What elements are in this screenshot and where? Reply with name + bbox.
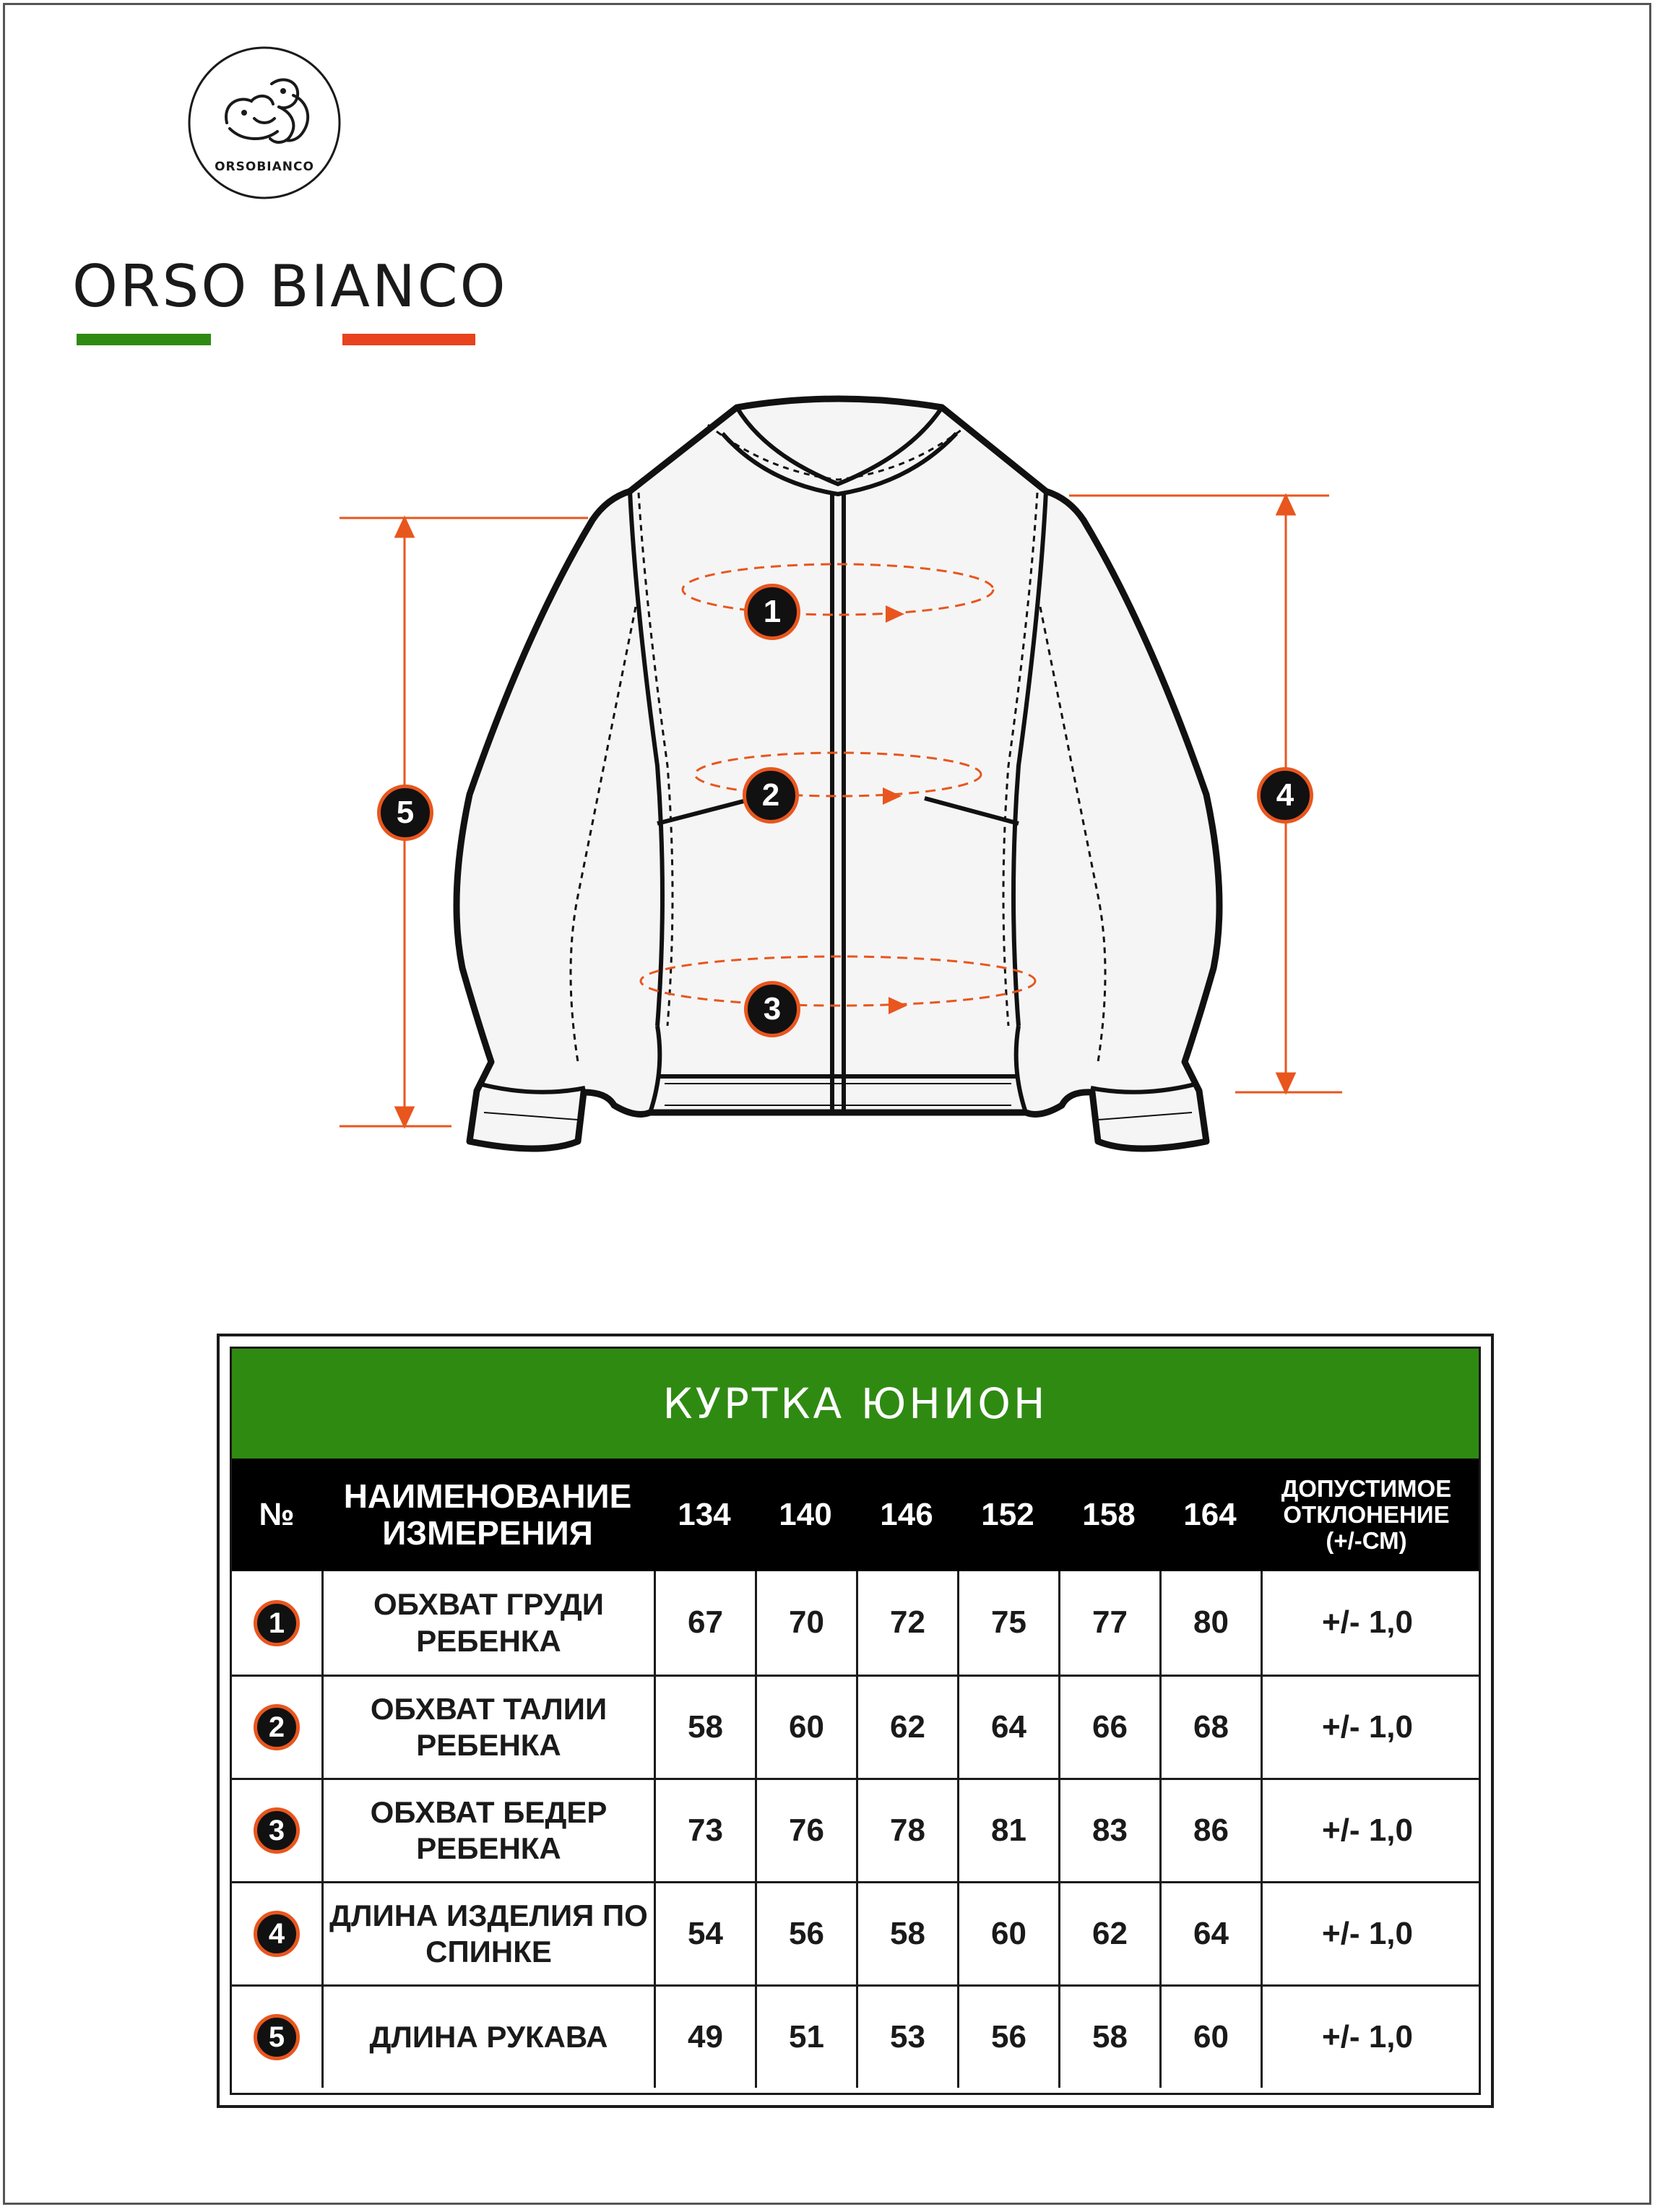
value-146: 72: [856, 1571, 957, 1675]
table-title: КУРТКА ЮНИОН: [232, 1349, 1479, 1459]
table-row: [232, 1778, 1479, 1881]
row-badge: 1: [254, 1600, 300, 1646]
value-146: 58: [856, 1883, 957, 1984]
row-badge: 3: [254, 1807, 300, 1854]
marker-badge-1: 1: [744, 584, 800, 640]
value-158: 58: [1058, 1987, 1159, 2088]
table-row: [232, 1881, 1479, 1984]
header-tol-line2: ОТКЛОНЕНИЕ: [1283, 1500, 1450, 1528]
value-152: 56: [957, 1987, 1058, 2088]
header-tolerance: [1261, 1459, 1472, 1571]
measurement-name-line1: ДЛИНА ИЗДЕЛИЯ ПО: [329, 1898, 648, 1932]
value-164: 64: [1159, 1883, 1261, 1984]
value-158: 62: [1058, 1883, 1159, 1984]
header-size-140: 140: [779, 1496, 832, 1532]
value-164: 80: [1159, 1571, 1261, 1675]
value-158: 66: [1058, 1677, 1159, 1778]
brand-name: ORSO BIANCO: [72, 253, 508, 320]
header-no: №: [259, 1496, 295, 1532]
tolerance-value: +/- 1,0: [1261, 1677, 1472, 1778]
header-size-158: 158: [1082, 1496, 1136, 1532]
header-tol-line3: (+/-СМ): [1326, 1527, 1407, 1555]
value-146: 53: [856, 1987, 957, 2088]
value-134: 49: [654, 1987, 755, 2088]
value-140: 76: [755, 1780, 856, 1881]
jacket-outline: [457, 399, 1219, 1149]
value-146: 62: [856, 1677, 957, 1778]
row-number-cell: [232, 1987, 321, 2088]
value-140: 60: [755, 1677, 856, 1778]
measurement-name-line1: ОБХВАТ ТАЛИИ: [370, 1691, 608, 1726]
value-158: 77: [1058, 1571, 1159, 1675]
tolerance-value: +/- 1,0: [1261, 1987, 1472, 2088]
measurement-name: [321, 1571, 654, 1675]
tolerance-value: +/- 1,0: [1261, 1571, 1472, 1675]
value-140: 70: [755, 1571, 856, 1675]
flag-stripe-red: [342, 334, 475, 345]
measurement-name-line2: РЕБЕНКА: [416, 1728, 561, 1762]
measurement-name: [321, 1780, 654, 1881]
row-badge: 2: [254, 1704, 300, 1750]
value-140: 51: [755, 1987, 856, 2088]
measurement-name: [321, 1987, 654, 2088]
value-134: 54: [654, 1883, 755, 1984]
marker-badge-5: 5: [377, 785, 433, 841]
header-size-146: 146: [880, 1496, 933, 1532]
header-size-152: 152: [981, 1496, 1034, 1532]
jacket-measurement-diagram: [318, 390, 1358, 1185]
tolerance-value: +/- 1,0: [1261, 1883, 1472, 1984]
tolerance-value: +/- 1,0: [1261, 1780, 1472, 1881]
row-number-cell: [232, 1677, 321, 1778]
logo-arc-text: ORSOBIANCO: [215, 160, 314, 174]
measurement-name-line1: ДЛИНА РУКАВА: [369, 2019, 608, 2054]
header-size-164: 164: [1183, 1496, 1237, 1532]
measurement-name-line1: ОБХВАТ ГРУДИ: [373, 1587, 604, 1622]
measurement-name: [321, 1677, 654, 1778]
value-164: 86: [1159, 1780, 1261, 1881]
value-134: 73: [654, 1780, 755, 1881]
measurement-name-line2: РЕБЕНКА: [416, 1623, 561, 1658]
value-152: 60: [957, 1883, 1058, 1984]
marker-badge-2: 2: [743, 767, 799, 824]
row-number-cell: [232, 1571, 321, 1675]
table-row: [232, 1571, 1479, 1675]
table-row: [232, 1675, 1479, 1778]
table-header-row: [232, 1459, 1479, 1571]
measurement-name-line2: РЕБЕНКА: [416, 1831, 561, 1865]
header-name: [321, 1459, 654, 1571]
row-badge: 4: [254, 1911, 300, 1957]
value-134: 58: [654, 1677, 755, 1778]
value-152: 75: [957, 1571, 1058, 1675]
measurement-name: [321, 1883, 654, 1984]
row-badge: 5: [254, 2014, 300, 2060]
value-140: 56: [755, 1883, 856, 1984]
value-134: 67: [654, 1571, 755, 1675]
table-body: [232, 1571, 1479, 2093]
table-row: [232, 1984, 1479, 2088]
marker-badge-3: 3: [744, 981, 800, 1037]
brand-logo-icon: [185, 43, 344, 202]
row-number-cell: [232, 1883, 321, 1984]
header-size-134: 134: [678, 1496, 731, 1532]
header-name-line1: НАИМЕНОВАНИЕ: [343, 1477, 632, 1516]
value-164: 68: [1159, 1677, 1261, 1778]
header-name-line2: ИЗМЕРЕНИЯ: [382, 1514, 593, 1552]
header-tol-line1: ДОПУСТИМОЕ: [1281, 1474, 1452, 1502]
value-152: 64: [957, 1677, 1058, 1778]
measurement-name-line1: ОБХВАТ БЕДЕР: [370, 1794, 608, 1829]
value-152: 81: [957, 1780, 1058, 1881]
value-158: 83: [1058, 1780, 1159, 1881]
measurement-name-line2: СПИНКЕ: [425, 1935, 552, 1969]
value-146: 78: [856, 1780, 957, 1881]
value-164: 60: [1159, 1987, 1261, 2088]
flag-stripe-green: [77, 334, 211, 345]
size-table: [217, 1334, 1494, 2108]
marker-badge-4: 4: [1257, 767, 1313, 824]
row-number-cell: [232, 1780, 321, 1881]
